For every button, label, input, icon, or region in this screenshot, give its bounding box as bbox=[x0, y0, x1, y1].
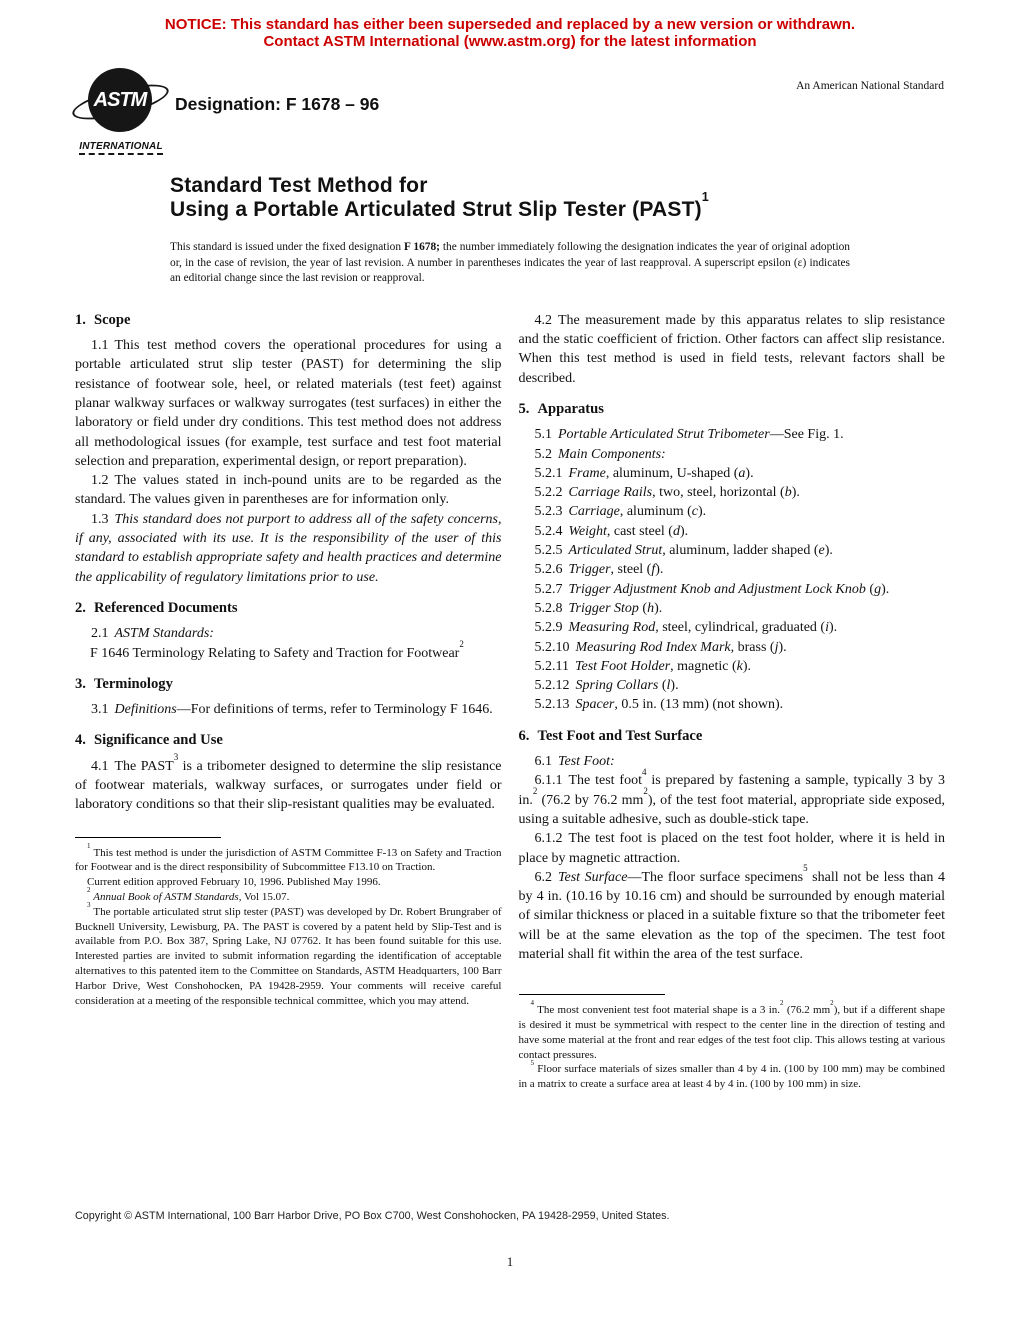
page-number: 1 bbox=[506, 1255, 514, 1269]
paragraph: 2.1 ASTM Standards: bbox=[91, 626, 214, 642]
paragraph: F 1646 Terminology Relating to Safety and Traction for Footwear$^2$ bbox=[90, 638, 464, 661]
doc-title-line2: Using a Portable Articulated Strut Slip Tester (PAST)$^1$ bbox=[170, 190, 710, 221]
section-heading: 2. Referenced Documents bbox=[75, 599, 238, 616]
paragraph: 5.2 Main Components: bbox=[534, 446, 666, 462]
paragraph: 6.2 Test Surface—The floor surface specimens$^5$ shall not be less than 4 by 4 in. (10.16 by 10.16 cm) and should be surrounded by enough material of similar thickness or placed in a suitable fixture so that the tribometer feet will be at the same elevation as the top of the specimen. The test foot material shall fit within the area of the test surface. bbox=[518, 863, 945, 962]
paragraph: 5.2.13 Spacer, 0.5 in. (13 mm) (not shown). bbox=[534, 697, 784, 713]
page-header bbox=[0, 68, 1020, 162]
paragraph: 5.2.9 Measuring Rod, steel, cylindrical, graduated (i). bbox=[534, 620, 838, 636]
paragraph: 5.2.8 Trigger Stop (h). bbox=[534, 600, 663, 616]
footnote: $^2$ Annual Book of ASTM Standards, Vol 15.07. bbox=[87, 886, 290, 903]
footnote-rule bbox=[519, 994, 665, 995]
paragraph: 6.1.1 The test foot$^4$ is prepared by fastening a sample, typically 3 by 3 in.$^2$ (76.2 by 76.2 $mm^2$), of the test foot material, appropriate side exposed, using a suitable adhesive, such as double-stick tape. bbox=[518, 766, 945, 827]
astm-logo-emblem bbox=[72, 68, 170, 136]
paragraph: 1.3 This standard does not purport to address all of the safety concerns, if any, associated with its use. It is the responsibility of the user of this standard to establish appropriate safety and health practices and determine the applicability of regulatory limitations prior to use. bbox=[75, 511, 502, 585]
left-column-content bbox=[75, 311, 502, 815]
paragraph: 6.1.2 The test foot is placed on the test foot holder, where it is held in place by magnetic attraction. bbox=[518, 831, 945, 866]
designation-label: Designation: F 1678 – 96 bbox=[175, 94, 380, 114]
section-heading: 5. Apparatus bbox=[518, 400, 604, 417]
logo-acronym: ASTM bbox=[93, 88, 147, 111]
section-heading: 4. Significance and Use bbox=[75, 732, 223, 749]
section-heading: 6. Test Foot and Test Surface bbox=[518, 727, 703, 744]
paragraph: 5.2.6 Trigger, steel (f). bbox=[534, 562, 664, 578]
right-column bbox=[519, 311, 946, 1092]
footnote: $^3$ The portable articulated strut slip tester (PAST) was developed by Dr. Robert Brungraber of Bucknell University, Lewisburg, PA. The PAST is covered by a patent held by Slip-Test and is available from P.O. Box 387, Spring Lake, NJ 07762. It has been found suitable for this use. Interested parties are invited to submit information regarding the identification of acceptable alternatives to this patented item to the Committee on Standards, ASTM Headquarters, 100 Barr Harbor Drive, West Conshohocken, PA 19428-2959. Your comments will receive careful consideration at a meeting of the responsible technical committee, which you may attend. bbox=[75, 900, 502, 1007]
paragraph: 4.1 The PAST$^3$ is a tribometer designed to determine the slip resistance of footwear materials, walkway surfaces, or surrogates under field or laboratory conditions so that their slip-resistant qualities may be evaluated. bbox=[75, 752, 502, 813]
issuance-note: This standard is issued under the fixed designation F 1678; the number immediately following the designation indicates the year of original adoption or, in the case of revision, the year of last revision. A number in parentheses indicates the year of last reapproval. A superscript epsilon (ε) indicates an editorial change since the last revision or reapproval. bbox=[170, 241, 850, 285]
paragraph: 6.1 Test Foot: bbox=[534, 754, 615, 770]
doc-title bbox=[170, 174, 850, 221]
notice-line2: Contact ASTM International (www.astm.org) for the latest information bbox=[263, 32, 757, 50]
doc-title-line1: Standard Test Method for bbox=[170, 174, 428, 197]
paragraph: 1.2 The values stated in inch-pound units are to be regarded as the standard. The values given in parentheses are for information only. bbox=[75, 473, 502, 508]
paragraph: 5.1 Portable Articulated Strut Tribometer—See Fig. 1. bbox=[534, 427, 844, 443]
paragraph: 5.2.5 Articulated Strut, aluminum, ladder shaped (e). bbox=[534, 543, 833, 559]
left-column bbox=[75, 311, 502, 1092]
logo-circle-icon bbox=[88, 68, 152, 132]
paragraph: 1.1 This test method covers the operational procedures for using a portable articulated strut slip tester (PAST) for determining the slip resistance of footwear sole, heel, or related materials (test feet) against planar walkway surfaces or walkway surrogates (test surfaces) in either the laboratory or field under dry conditions. This test method does not address all methodological issues (for example, test surface and test foot material selection and preparation, experimental design, or report preparation). bbox=[75, 338, 502, 469]
paragraph: 5.2.10 Measuring Rod Index Mark, brass (j). bbox=[534, 639, 787, 655]
right-column-content bbox=[519, 311, 946, 965]
paragraph: 4.2 The measurement made by this apparatus relates to slip resistance and the static coefficient of friction. Other factors can affect slip resistance. When this test method is used in field tests, relevant factors shall be described. bbox=[518, 312, 945, 386]
notice-line1: NOTICE: This standard has either been superseded and replaced by a new version or withdrawn. bbox=[164, 16, 856, 33]
section-heading: 1. Scope bbox=[75, 311, 131, 328]
section-heading: 3. Terminology bbox=[75, 675, 173, 692]
footnote: $^4$ The most convenient test foot material shape is a 3 in.$^2$ (76.2 $mm^2$), but if a different shape is desired it must be symmetrical with respect to the center line in the direction of testing and have some material at the front and rear edges of the test foot clip. This allows testing at various contact pressures. bbox=[518, 999, 945, 1061]
paragraph: 5.2.7 Trigger Adjustment Knob and Adjustment Lock Knob (g). bbox=[534, 581, 890, 597]
footnote: $^5$ Floor surface materials of sizes smaller than 4 by 4 in. (100 by 100 mm) may be combined in a matrix to create a surface area at least 4 by 4 in. (100 by 100 mm) in size. bbox=[518, 1058, 945, 1091]
paragraph: 5.2.11 Test Foot Holder, magnetic (k). bbox=[534, 658, 752, 674]
copyright-line: Copyright © ASTM International, 100 Barr Harbor Drive, PO Box C700, West Conshohocken, PA 19428-2959, United States. bbox=[75, 1210, 670, 1222]
paragraph: 5.2.3 Carriage, aluminum (c). bbox=[534, 504, 707, 520]
footnote: $^1$ This test method is under the jurisdiction of ASTM Committee F-13 on Safety and Traction for Footwear and is the direct responsibility of Subcommittee F13.10 on Traction. bbox=[75, 841, 502, 874]
paragraph: 5.2.1 Frame, aluminum, U-shaped (a). bbox=[534, 465, 754, 481]
footnote-rule bbox=[75, 837, 221, 838]
right-footnotes bbox=[519, 994, 946, 1092]
left-footnotes bbox=[75, 837, 502, 1009]
astm-logo bbox=[72, 68, 170, 155]
logo-subtitle: INTERNATIONAL bbox=[79, 141, 163, 155]
paragraph: 5.2.4 Weight, cast steel (d). bbox=[534, 523, 689, 539]
two-column-body bbox=[75, 311, 945, 1092]
paragraph: 3.1 Definitions—For definitions of terms, refer to Terminology F 1646. bbox=[91, 702, 493, 718]
paragraph: 5.2.2 Carriage Rails, two, steel, horizontal (b). bbox=[534, 485, 800, 501]
paragraph: 5.2.12 Spring Collars (l). bbox=[534, 678, 679, 694]
title-block bbox=[170, 174, 850, 287]
national-standard-label: An American National Standard bbox=[796, 80, 944, 92]
footnote: Current edition approved February 10, 1996. Published May 1996. bbox=[87, 876, 381, 889]
notice-banner bbox=[0, 0, 1020, 50]
